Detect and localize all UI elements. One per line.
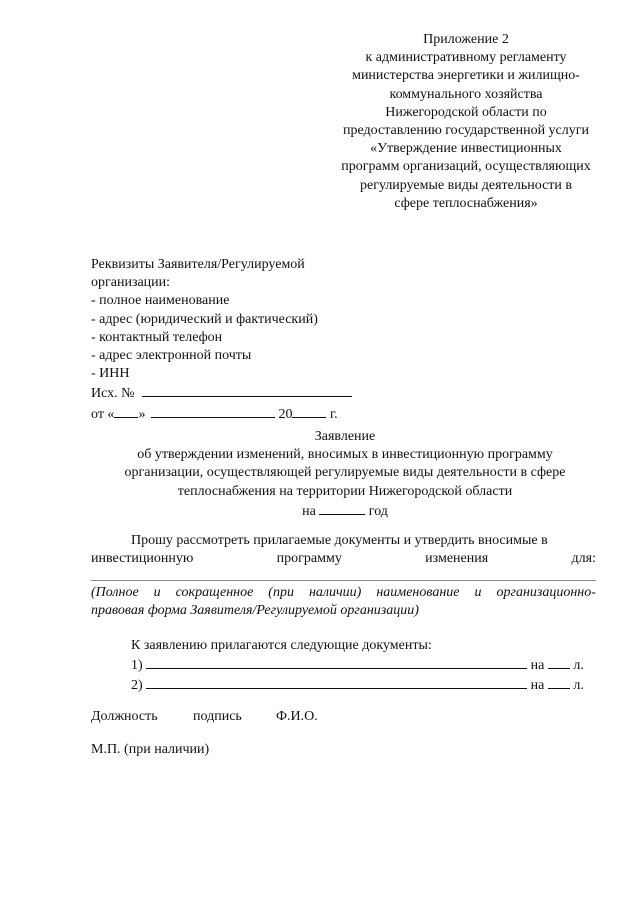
attachment-sheets-label: л.: [573, 678, 584, 694]
outgoing-number-blank[interactable]: [142, 383, 352, 397]
appendix-line: министерства энергетики и жилищно-: [352, 68, 580, 84]
appendix-line: предоставлению государственной услуги: [343, 123, 589, 139]
statement-year-suffix: год: [368, 503, 388, 519]
appendix-line: программ организаций, осуществляющих: [341, 159, 591, 175]
statement-line: теплоснабжения на территории Нижегородской области: [177, 483, 513, 499]
appendix-line: регулируемые виды деятельности в: [359, 177, 573, 193]
date-from-label: от «: [91, 406, 115, 422]
requisites-line: - ИНН: [91, 366, 130, 382]
attachment-sheets-blank[interactable]: [548, 675, 570, 689]
hint-line: правовая форма Заявителя/Регулируемой организации): [91, 603, 419, 619]
requisites-line: Реквизиты Заявителя/Регулируемой: [91, 257, 305, 272]
date-year-blank[interactable]: [292, 404, 326, 418]
outgoing-number-row: [91, 383, 391, 403]
request-word: для:: [571, 551, 596, 567]
hint-word: организационно-: [496, 585, 596, 600]
organization-name-hint: [91, 584, 596, 620]
requisites-line: организации:: [91, 275, 171, 291]
attachments-list: [131, 637, 601, 696]
request-word: инвестиционную: [91, 551, 194, 567]
statement-line: об утверждении изменений, вносимых в инвестиционную программу: [137, 447, 553, 463]
organization-name-blank[interactable]: [91, 580, 596, 581]
attachment-name-blank[interactable]: [146, 655, 527, 669]
signature-sign-label: подпись: [193, 709, 242, 724]
statement-year-prefix: на: [302, 503, 316, 519]
hint-word: (при: [268, 585, 294, 600]
attachment-item: [131, 655, 601, 675]
stamp-label: М.П. (при наличии): [91, 742, 210, 757]
attachment-item: [131, 675, 601, 695]
request-line-justified: [91, 550, 596, 568]
appendix-line: «Утверждение инвестиционных: [370, 141, 562, 157]
appendix-header: [322, 31, 610, 213]
attachment-sheets-label: л.: [573, 658, 584, 674]
date-day-blank[interactable]: [114, 404, 138, 418]
statement-year-row: [90, 501, 600, 521]
date-row: [91, 404, 391, 424]
attachment-name-blank[interactable]: [146, 675, 527, 689]
statement-heading: [90, 428, 600, 521]
statement-title: Заявление: [314, 429, 376, 444]
attachment-on-label: на: [530, 678, 545, 694]
requisites-line: - полное наименование: [91, 293, 230, 309]
attachment-sheets-blank[interactable]: [548, 655, 570, 669]
date-year-prefix: 20: [278, 406, 293, 422]
hint-word: наличии): [308, 585, 362, 600]
request-word: программу: [276, 551, 342, 567]
hint-word: (Полное: [91, 585, 139, 600]
appendix-line: коммунального хозяйства: [389, 86, 543, 102]
hint-word: и: [474, 585, 482, 600]
appendix-line: Нижегородской области по: [385, 104, 547, 120]
date-quote-close: »: [138, 406, 146, 422]
appendix-line: к административному регламенту: [365, 50, 567, 66]
attachments-intro: К заявлению прилагаются следующие документы:: [131, 638, 432, 653]
applicant-requisites: [91, 256, 391, 424]
requisites-line: - контактный телефон: [91, 329, 223, 345]
hint-word: наименование: [376, 585, 460, 600]
requisites-line: - адрес электронной почты: [91, 348, 252, 364]
request-line: Прошу рассмотреть прилагаемые документы и утвердить вносимые в: [131, 533, 548, 548]
attachment-number: 2): [131, 678, 143, 694]
attachment-on-label: на: [530, 658, 545, 674]
date-year-suffix: г.: [329, 406, 338, 422]
statement-year-blank[interactable]: [319, 501, 365, 515]
request-paragraph: [91, 532, 596, 568]
hint-line-justified: [91, 584, 596, 602]
statement-line: организации, осуществляющей регулируемые виды деятельности в сфере: [124, 465, 566, 481]
appendix-line: Приложение 2: [423, 32, 509, 47]
signature-name-label: Ф.И.О.: [276, 709, 318, 724]
hint-word: сокращенное: [175, 585, 254, 600]
request-word: изменения: [425, 551, 489, 567]
appendix-line: сфере теплоснабжения»: [394, 195, 538, 211]
date-month-blank[interactable]: [151, 404, 275, 418]
signature-position-label: Должность: [91, 709, 158, 724]
outgoing-number-label: Исх. №: [91, 386, 135, 402]
requisites-line: - адрес (юридический и фактический): [91, 311, 318, 327]
hint-word: и: [153, 585, 161, 600]
attachment-number: 1): [131, 658, 143, 674]
